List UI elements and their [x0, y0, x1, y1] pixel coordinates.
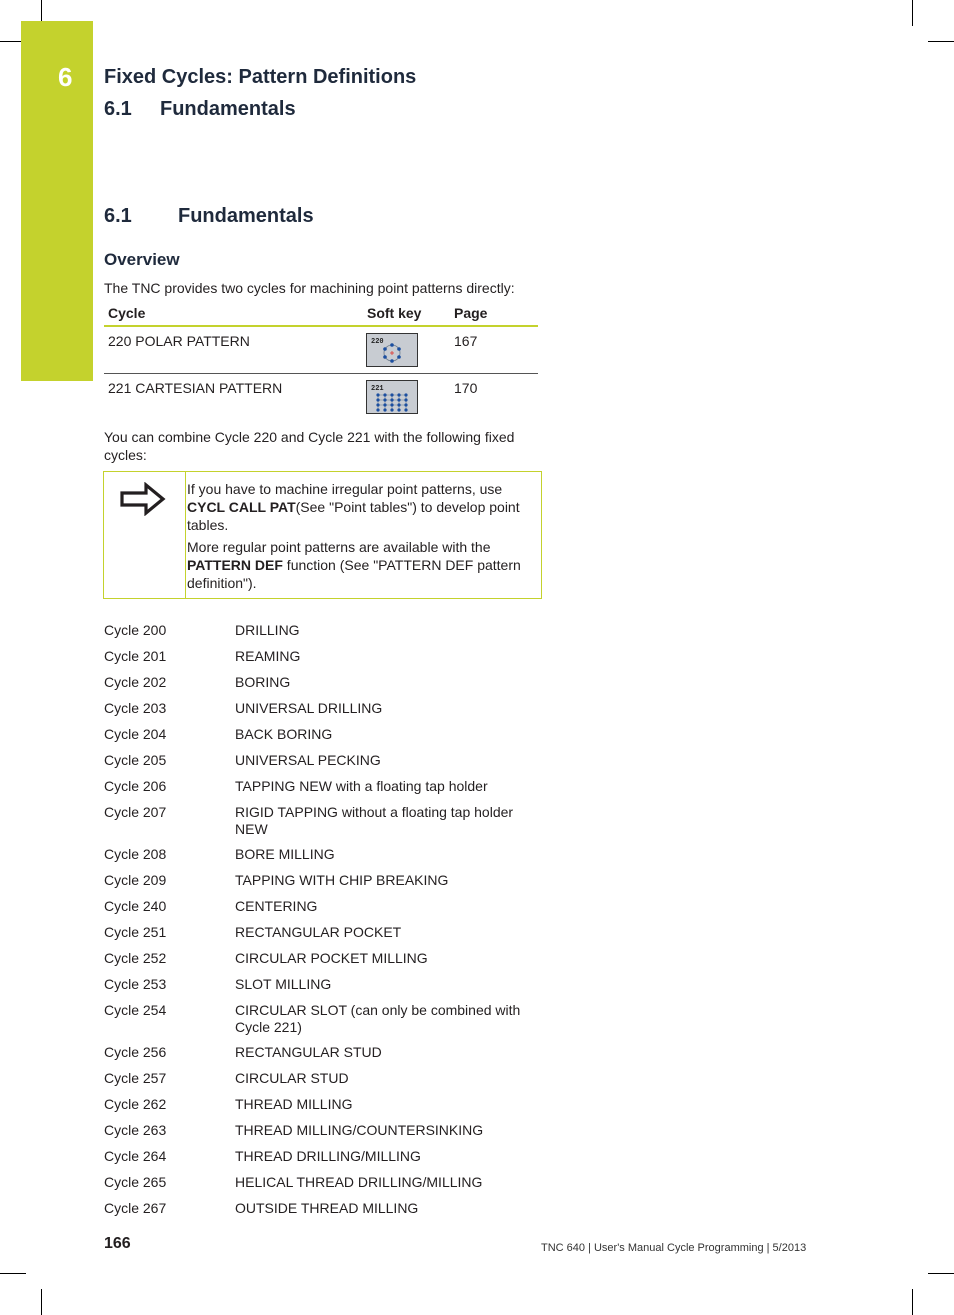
running-header-title: Fixed Cycles: Pattern Definitions — [104, 66, 417, 88]
list-item — [104, 700, 544, 717]
running-header-section-number: 6.1 — [104, 98, 132, 120]
overview-intro: The TNC provides two cycles for machining point patterns directly: — [104, 280, 515, 296]
running-header-section — [104, 98, 296, 121]
list-item — [104, 1148, 544, 1165]
cycle-number: Cycle 204 — [104, 726, 167, 742]
note-text-span: More regular point patterns are available with the — [187, 539, 491, 555]
list-item — [104, 752, 544, 769]
chapter-number: 6 — [58, 62, 73, 92]
section-number: 6.1 — [104, 205, 132, 227]
crop-mark — [928, 41, 954, 42]
list-item — [104, 648, 544, 665]
table-cell-cycle: 221 CARTESIAN PATTERN — [108, 380, 283, 396]
cycle-number: Cycle 202 — [104, 674, 167, 690]
cycle-description: SLOT MILLING — [235, 976, 332, 992]
list-item — [104, 846, 544, 863]
cycle-number: Cycle 253 — [104, 976, 167, 992]
cycle-number: Cycle 200 — [104, 622, 167, 638]
list-item — [104, 976, 544, 993]
polar-pattern-softkey-icon — [366, 333, 418, 367]
cycle-number: Cycle 203 — [104, 700, 167, 716]
list-item — [104, 872, 544, 889]
page-number: 166 — [104, 1235, 131, 1252]
table-cell-page: 170 — [454, 380, 478, 396]
crop-mark — [912, 0, 913, 26]
cycle-description: TAPPING NEW with a floating tap holder — [235, 778, 488, 794]
list-item — [104, 950, 544, 967]
combine-text: You can combine Cycle 220 and Cycle 221 with the following fixed cycles: — [104, 429, 515, 463]
note-text-span: If you have to machine irregular point patterns, use — [187, 481, 503, 497]
crop-mark — [41, 1289, 42, 1315]
list-item — [104, 674, 544, 691]
table-header-page: Page — [454, 305, 488, 321]
note-keyword: PATTERN DEF — [187, 557, 283, 573]
cycle-description: BORE MILLING — [235, 846, 335, 862]
cycle-number: Cycle 207 — [104, 804, 167, 820]
cycle-number: Cycle 256 — [104, 1044, 167, 1060]
crop-mark — [912, 1289, 913, 1315]
cycle-description: THREAD MILLING — [235, 1096, 353, 1112]
cycle-number: Cycle 208 — [104, 846, 167, 862]
cycle-number: Cycle 257 — [104, 1070, 167, 1086]
cartesian-pattern-softkey-icon — [366, 380, 418, 414]
list-item — [104, 1002, 544, 1036]
cycle-description: REAMING — [235, 648, 301, 664]
cycle-description: TAPPING WITH CHIP BREAKING — [235, 872, 449, 888]
cycle-description: THREAD MILLING/COUNTERSINKING — [235, 1122, 484, 1138]
combinable-cycles-list — [104, 622, 544, 1217]
cycle-number: Cycle 265 — [104, 1174, 167, 1190]
table-cell-cycle: 220 POLAR PATTERN — [108, 333, 250, 349]
cycle-number: Cycle 263 — [104, 1122, 167, 1138]
cycle-description: HELICAL THREAD DRILLING/MILLING — [235, 1174, 483, 1190]
list-item — [104, 778, 544, 795]
cycle-description: DRILLING — [235, 622, 300, 638]
section-heading — [104, 205, 314, 228]
list-item — [104, 1174, 544, 1191]
cycle-number: Cycle 240 — [104, 898, 167, 914]
softkey-label: 221 — [371, 385, 384, 393]
note-paragraph — [187, 480, 532, 534]
cycle-number: Cycle 201 — [104, 648, 167, 664]
cycle-number: Cycle 251 — [104, 924, 167, 940]
note-paragraph — [187, 538, 532, 592]
crop-mark — [928, 1273, 954, 1274]
note-text-span: function (See "PATTERN DEF pattern definition"). — [187, 557, 521, 591]
table-header-cycle: Cycle — [108, 305, 146, 321]
table-header — [104, 303, 538, 327]
list-item — [104, 924, 544, 941]
cycle-description: THREAD DRILLING/MILLING — [235, 1148, 421, 1164]
note-text — [187, 480, 532, 596]
list-item — [104, 622, 544, 639]
cycle-description: CIRCULAR STUD — [235, 1070, 349, 1086]
cycle-number: Cycle 254 — [104, 1002, 167, 1018]
section-title: Fundamentals — [178, 205, 314, 227]
chapter-tab — [21, 21, 93, 381]
list-item — [104, 1122, 544, 1139]
table-cell-page: 167 — [454, 333, 478, 349]
list-item — [104, 1070, 544, 1087]
note-divider — [185, 472, 186, 598]
cycle-description: CENTERING — [235, 898, 318, 914]
note-keyword: CYCL CALL PAT — [187, 499, 296, 515]
list-item — [104, 804, 544, 838]
cycle-number: Cycle 209 — [104, 872, 167, 888]
list-item — [104, 726, 544, 743]
cycle-description: BACK BORING — [235, 726, 333, 742]
crop-mark — [0, 1273, 26, 1274]
table-header-softkey: Soft key — [367, 305, 422, 321]
list-item — [104, 1044, 544, 1061]
pattern-cycle-table — [104, 303, 538, 420]
cycle-description: CIRCULAR SLOT (can only be combined with Cycle 221) — [235, 1002, 521, 1035]
list-item — [104, 898, 544, 915]
cycle-description: UNIVERSAL PECKING — [235, 752, 381, 768]
list-item — [104, 1200, 544, 1217]
cycle-description: RECTANGULAR POCKET — [235, 924, 402, 940]
cycle-description: BORING — [235, 674, 291, 690]
cycle-number: Cycle 252 — [104, 950, 167, 966]
arrow-right-icon — [120, 482, 166, 521]
cycle-description: UNIVERSAL DRILLING — [235, 700, 383, 716]
note-box — [103, 471, 542, 599]
cycle-description: CIRCULAR POCKET MILLING — [235, 950, 428, 966]
cycle-description: RIGID TAPPING without a floating tap holder NEW — [235, 804, 514, 837]
cycle-number: Cycle 264 — [104, 1148, 167, 1164]
softkey-label: 220 — [371, 338, 384, 346]
table-row — [104, 327, 538, 374]
cycle-number: Cycle 262 — [104, 1096, 167, 1112]
cycle-description: OUTSIDE THREAD MILLING — [235, 1200, 419, 1216]
cycle-description: RECTANGULAR STUD — [235, 1044, 382, 1060]
cycle-number: Cycle 267 — [104, 1200, 167, 1216]
page-footer: TNC 640 | User's Manual Cycle Programming | 5/2013 — [541, 1242, 807, 1254]
note-text-span: (See "Point tables") to develop point tables. — [187, 499, 520, 533]
cycle-number: Cycle 206 — [104, 778, 167, 794]
list-item — [104, 1096, 544, 1113]
table-row — [104, 374, 538, 420]
running-header-section-title: Fundamentals — [160, 98, 296, 120]
cycle-number: Cycle 205 — [104, 752, 167, 768]
overview-heading: Overview — [104, 250, 180, 269]
